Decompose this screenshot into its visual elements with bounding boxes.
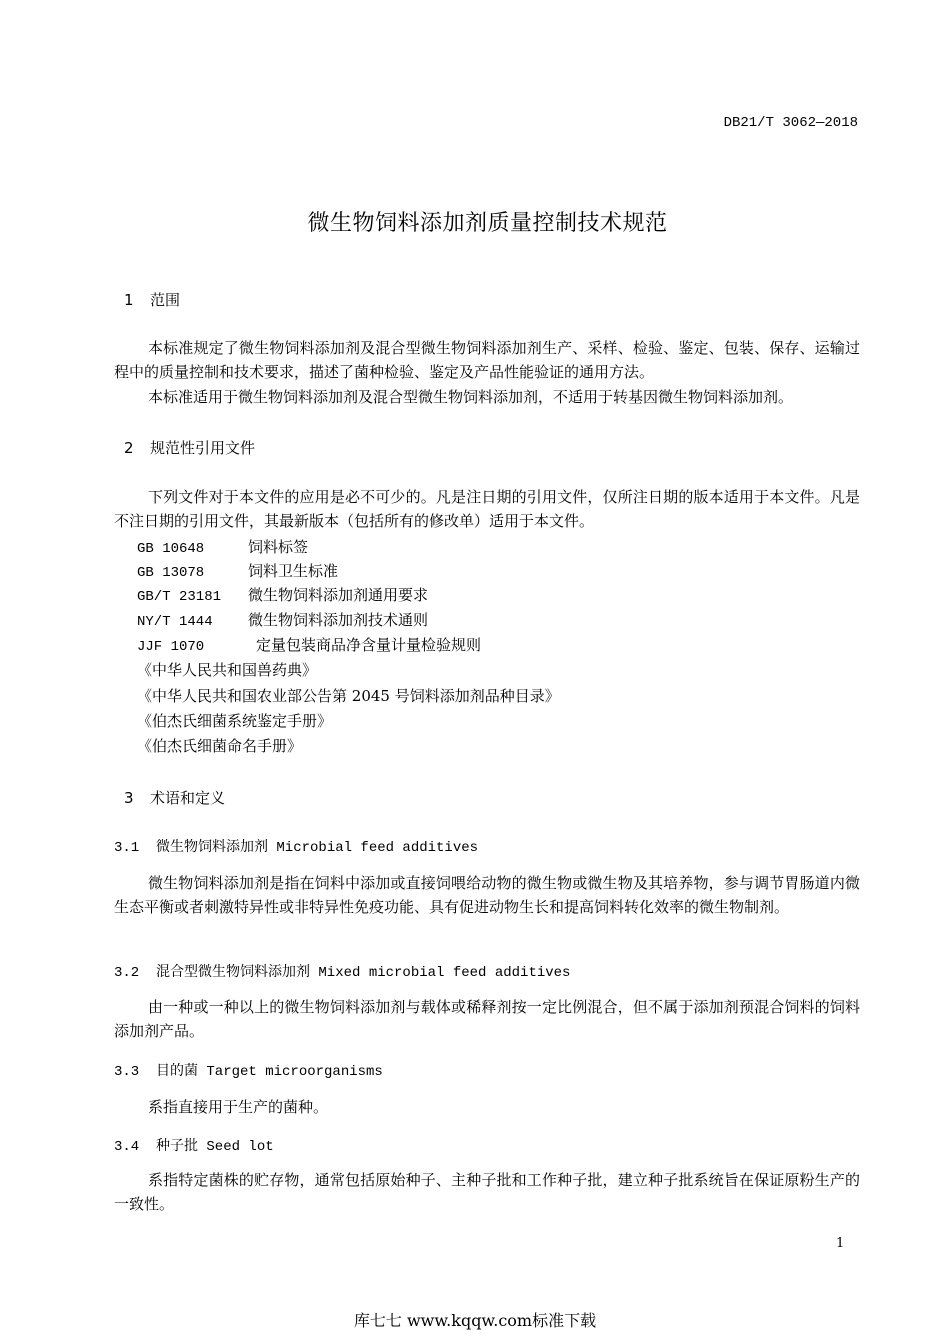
term-name-cn: 微生物饲料添加剂 [156,839,268,855]
reference-code: NY/T 1444 [137,614,213,630]
term-definition: 系指特定菌株的贮存物，通常包括原始种子、主种子批和工作种子批，建立种子批系统旨在保证原粉生产的一致性。 [114,1171,860,1213]
book-reference: 《伯杰氏细菌命名手册》 [137,737,303,755]
reference-title: 微生物饲料添加剂技术通则 [248,611,429,629]
term-definition: 由一种或一种以上的微生物饲料添加剂与载体或稀释剂按一定比例混合，但不属于添加剂预混合饲料的饲料添加剂产品。 [114,998,860,1040]
reference-code: GB 10648 [137,541,205,557]
term-name-cn: 种子批 [156,1138,198,1154]
section-number: 1 [124,291,134,309]
term-definition: 系指直接用于生产的菌种。 [148,1098,329,1116]
term-definition: 微生物饲料添加剂是指在饲料中添加或直接饲喂给动物的微生物或微生物及其培养物，参与调节胃肠道内微生态平衡或者刺激特异性或非特异性免疫功能、具有促进动物生长和提高饲料转化效率的微生物制剂。 [114,874,860,916]
book-reference: 《中华人民共和国农业部公告第 2045 号饲料添加剂品种目录》 [137,687,560,705]
term-heading [114,961,570,981]
reference-item [137,608,428,634]
reference-title: 饲料卫生标准 [248,562,339,580]
term-name-en: Seed lot [206,1139,274,1155]
reference-code: JJF 1070 [137,639,205,655]
book-reference: 《伯杰氏细菌系统鉴定手册》 [137,712,333,730]
section-3-heading [124,787,225,808]
section-number: 3 [124,789,134,807]
section-2-heading [124,437,255,458]
reference-item [137,633,481,659]
term-number: 3.2 [114,965,140,981]
book-reference: 《中华人民共和国兽药典》 [137,661,318,679]
term-number: 3.3 [114,1064,140,1080]
reference-item [137,535,308,561]
term-number: 3.1 [114,840,140,856]
reference-title: 微生物饲料添加剂通用要求 [248,586,429,604]
term-name-cn: 混合型微生物饲料添加剂 [156,964,310,980]
reference-code: GB/T 23181 [137,589,222,605]
reference-item [137,583,428,609]
section-number: 2 [124,439,134,457]
section-title: 范围 [150,291,181,309]
reference-title: 饲料标签 [248,538,309,556]
document-title: 微生物饲料添加剂质量控制技术规范 [307,211,668,236]
footer-watermark: 库七七 www.kqqw.com标准下载 [353,1311,597,1330]
term-number: 3.4 [114,1139,140,1155]
term-name-en: Target microorganisms [206,1064,383,1080]
reference-item [137,559,338,585]
term-heading [114,1135,274,1155]
paragraph: 下列文件对于本文件的应用是必不可少的。凡是注日期的引用文件，仅所注日期的版本适用于本文件。凡是不注日期的引用文件，其最新版本（包括所有的修改单）适用于本文件。 [114,488,860,530]
term-name-en: Mixed microbial feed additives [318,965,571,981]
reference-title: 定量包装商品净含量计量检验规则 [256,636,482,654]
section-title: 规范性引用文件 [150,439,256,457]
standard-code: DB21/T 3062—2018 [723,115,858,131]
term-heading [114,1060,383,1080]
term-name-en: Microbial feed additives [276,840,479,856]
term-name-cn: 目的菌 [156,1063,198,1079]
paragraph: 本标准适用于微生物饲料添加剂及混合型微生物饲料添加剂，不适用于转基因微生物饲料添加剂。 [148,388,794,406]
section-1-heading [124,289,180,310]
term-heading [114,836,478,856]
page-number: 1 [836,1236,845,1251]
section-title: 术语和定义 [150,789,226,807]
reference-code: GB 13078 [137,565,205,581]
paragraph: 本标准规定了微生物饲料添加剂及混合型微生物饲料添加剂生产、采样、检验、鉴定、包装、保存、运输过程中的质量控制和技术要求，描述了菌种检验、鉴定及产品性能验证的通用方法。 [114,339,860,381]
